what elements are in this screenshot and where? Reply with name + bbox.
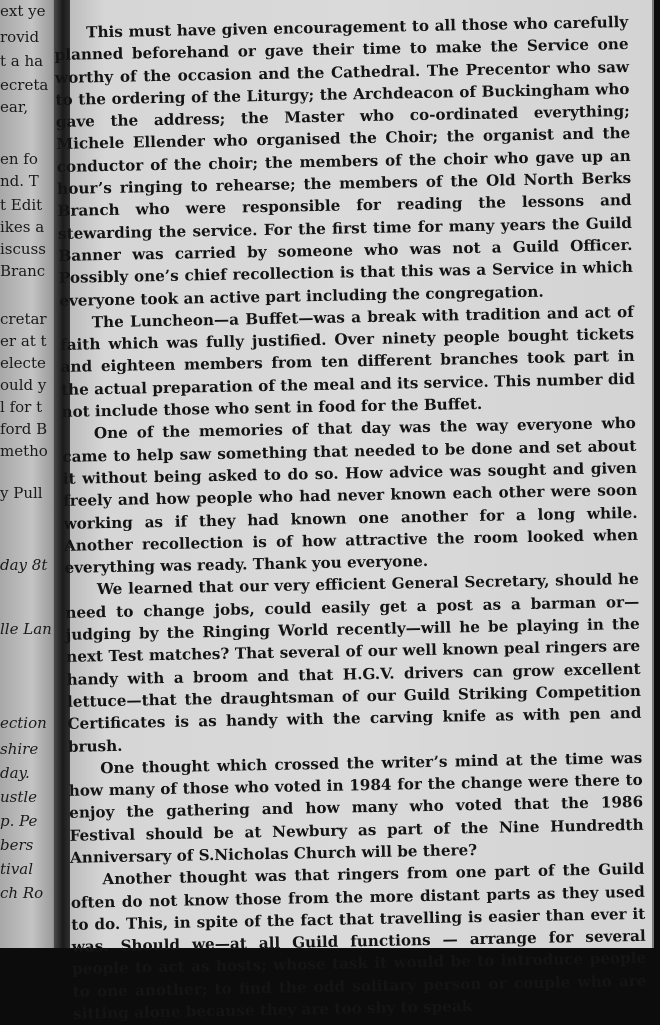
facing-page-fragment: Branc: [0, 262, 46, 280]
facing-page-fragment: ould y: [0, 376, 47, 394]
facing-page-fragment: metho: [0, 442, 48, 460]
facing-page-fragment: ch Ro: [0, 884, 44, 902]
paragraph: One thought which crossed the writer’s mind at the time was how many of those who voted in 1984 for the change were there to enjoy the gathering and how many who voted that the 1986 Festival should be at Newbury as part of the Nine Hundredth Anniversary of S.Nicholas Church will be there?: [68, 748, 644, 867]
facing-page-fragment: day.: [0, 764, 30, 782]
facing-page-fragment: tival: [0, 860, 34, 878]
facing-page-fragment: ear,: [0, 98, 29, 116]
book-page: [54, 0, 654, 1023]
facing-page-fragment: day 8t: [0, 556, 48, 574]
facing-page-fragment: en fo: [0, 150, 38, 168]
facing-page-fragment: ecreta: [0, 76, 49, 94]
facing-page-fragment: iscuss: [0, 240, 46, 258]
facing-page-fragment: er at t: [0, 332, 47, 350]
facing-page-fragment: shire: [0, 740, 39, 758]
facing-page-edge: [0, 0, 58, 948]
facing-page-fragment: electe: [0, 354, 46, 372]
facing-page-fragment: rovid: [0, 28, 40, 46]
facing-page-fragment: lle Lan: [0, 620, 52, 638]
facing-page-fragment: y Pull: [0, 484, 43, 502]
facing-page-fragment: ford B: [0, 420, 48, 438]
paragraph: One of the memories of that day was the way everyone who came to help saw something that needed to be done and set about it without being asked to do so. How advice was sought and given freely and how people who had never known each other were soon working as if they had known one another for a long while. Another recollection is of how attractive the room looked when everything was ready. Thank you everyone.: [62, 414, 639, 578]
facing-page-fragment: l for t: [0, 398, 43, 416]
facing-page-fragment: nd. T: [0, 172, 39, 190]
facing-page-fragment: ikes a: [0, 218, 45, 236]
paragraph: Another thought was that ringers from one part of the Guild often do not know those from the more distant parts as they used to do. This, in spite of the fact that travelling is easier than ever it was. Should we—at all Guild functions — arrange for several people to act as hosts; whose task it would be to introduce people to one another; to find the odd solitary person or couple who are sitting alone because they are too shy to speak: [70, 860, 647, 1023]
facing-page-fragment: p. Pe: [0, 812, 38, 830]
facing-page-fragment: ustle: [0, 788, 38, 806]
facing-page-fragment: t a ha: [0, 52, 44, 70]
paragraph: We learned that our very efficient General Secretary, should he need to change jobs, could easily get a post as a barman or—judging by the Ringing World recently—will he be playing in the next Test matches? That several of our well known peal ringers are handy with a broom and that H.G.V. drivers can grow excellent lettuce—that the draughtsman of our Guild Striking Competition Certificates is as handy with the carving knife as with pen and brush.: [65, 570, 642, 756]
facing-page-fragment: ection: [0, 714, 47, 732]
paragraph: This must have given encouragement to all those who carefully planned beforehand or gave their time to make the Service one worthy of the occasion and the Cathedral. The Precentor who saw to the ordering of the Liturgy; the Archdeacon of Buckingham who gave the address; the Master who co-ordinated everything; Michele Ellender who organised the Choir; the organist and the conductor of the choir; the members of the choir who gave up an hour’s ringing to rehearse; the members of the Old North Berks Branch who were responsible for reading the lessons and stewarding the service. For the first time for many years the Guild Banner was carried by someone who was not a Guild Officer. Possibly one’s chief recollection is that this was a Service in which everyone took an active part including the congregation.: [54, 12, 633, 310]
facing-page-fragment: cretar: [0, 310, 47, 328]
page-body-text: [54, 11, 647, 1025]
facing-page-fragment: ext ye: [0, 2, 46, 20]
paragraph: The Luncheon—a Buffet—was a break with tradition and act of faith which was fully justified. Over ninety people bought tickets and eighteen members from ten different branches took part in the actual preparation of the meal and its service. This number did not include those who sent in food for the Buffet.: [60, 302, 636, 421]
facing-page-fragment: t Edit: [0, 196, 43, 214]
facing-page-fragment: bers: [0, 836, 34, 854]
